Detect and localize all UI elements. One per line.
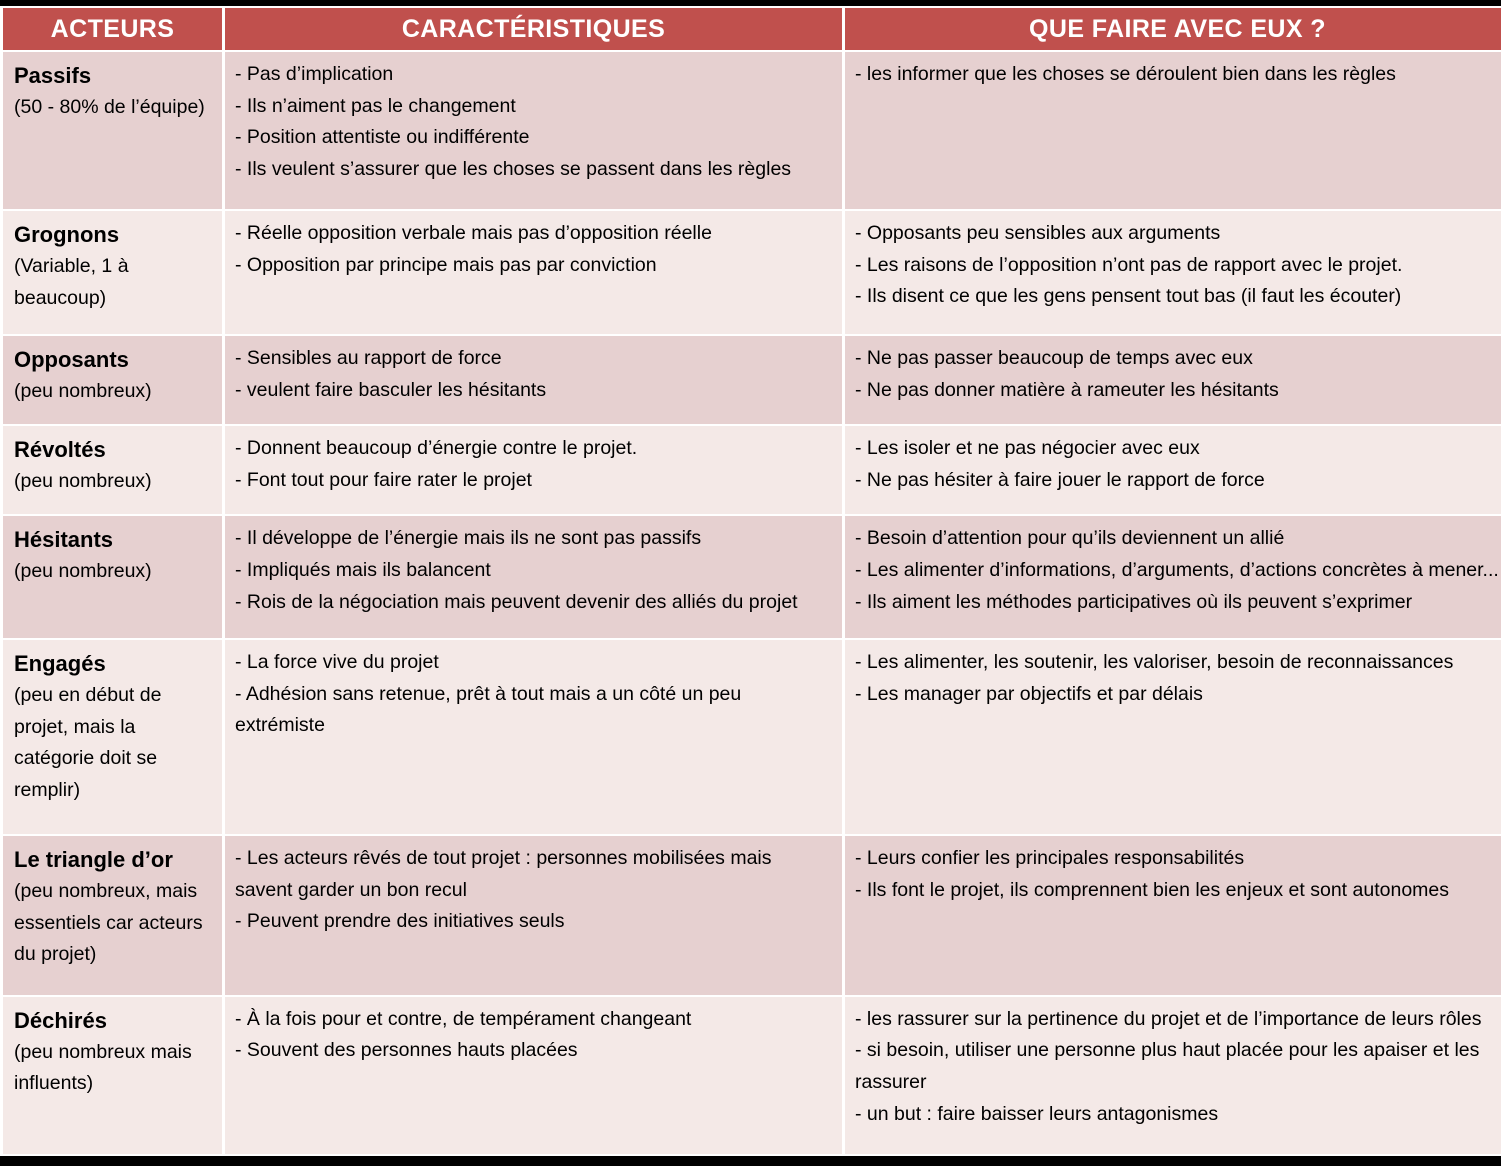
action-item: - Les alimenter, les soutenir, les valoriser, besoin de reconnaissances: [855, 651, 1454, 674]
actions-cell: [845, 336, 1501, 424]
characteristics-list: [235, 1004, 833, 1067]
actions-list: [855, 1004, 1501, 1130]
action-item: - Opposants peu sensibles aux arguments: [855, 222, 1221, 245]
action-item: - Les alimenter d’informations, d’arguments, d’actions concrètes à mener...: [855, 558, 1499, 581]
actor-cell: [3, 426, 222, 514]
actor-name: Passifs: [14, 63, 92, 88]
actor-subtitle: (peu nombreux): [14, 380, 152, 403]
characteristic-item: - Impliqués mais ils balancent: [235, 558, 491, 581]
characteristic-item: - Peuvent prendre des initiatives seuls: [235, 910, 565, 933]
characteristics-list: [235, 843, 833, 938]
actor-name: Révoltés: [14, 437, 106, 463]
characteristic-item: - Souvent des personnes hauts placées: [235, 1039, 578, 1062]
action-item: - Ils font le projet, ils comprennent bien les enjeux et sont autonomes: [855, 878, 1449, 901]
characteristic-item: - Adhésion sans retenue, prêt à tout mais a un côté un peu extrémiste: [235, 682, 742, 737]
actor-cell: [3, 336, 222, 424]
actor-cell: [3, 516, 222, 638]
action-item: - Les raisons de l’opposition n’ont pas de rapport avec le projet.: [855, 253, 1403, 276]
characteristic-item: - La force vive du projet: [235, 651, 439, 674]
actions-cell: [845, 516, 1501, 638]
action-item: - les rassurer sur la pertinence du projet et de l’importance de leurs rôles: [855, 1007, 1482, 1030]
action-item: - les informer que les choses se déroulent bien dans les règles: [855, 63, 1396, 85]
table-header: [3, 8, 1501, 50]
table-row: [3, 997, 1501, 1154]
actor-cell: [3, 836, 222, 995]
characteristics-list: [235, 343, 833, 406]
characteristics-cell: [225, 211, 842, 334]
column-header-que-faire: QUE FAIRE AVEC EUX ?: [845, 8, 1501, 50]
characteristics-cell: [225, 52, 842, 209]
actor-cell: [3, 997, 222, 1154]
action-item: - Les isoler et ne pas négocier avec eux: [855, 437, 1200, 460]
actions-cell: [845, 836, 1501, 995]
actor-subtitle: (Variable, 1 à beaucoup): [14, 255, 129, 309]
characteristic-item: - À la fois pour et contre, de tempérament changeant: [235, 1007, 692, 1030]
characteristic-item: - Les acteurs rêvés de tout projet : personnes mobilisées mais savent garder un bon recul: [235, 847, 772, 901]
column-header-caracteristiques: CARACTÉRISTIQUES: [225, 8, 842, 50]
characteristic-item: - Réelle opposition verbale mais pas d’opposition réelle: [235, 222, 712, 245]
actor-cell: [3, 52, 222, 209]
action-item: - Ils aiment les méthodes participatives où ils peuvent s’exprimer: [855, 590, 1413, 613]
characteristic-item: - Rois de la négociation mais peuvent devenir des alliés du projet: [235, 590, 798, 613]
actions-list: [855, 59, 1501, 91]
actions-cell: [845, 640, 1501, 834]
actor-subtitle: (peu nombreux): [14, 560, 152, 583]
characteristic-item: - Pas d’implication: [235, 63, 394, 85]
table-row: [3, 52, 1501, 209]
action-item: - Ne pas hésiter à faire jouer le rapport de force: [855, 468, 1265, 491]
actions-list: [855, 523, 1501, 618]
actor-name: Grognons: [14, 222, 120, 248]
actor-name: Engagés: [14, 651, 106, 677]
table-row: [3, 336, 1501, 424]
table-row: [3, 836, 1501, 995]
actions-cell: [845, 211, 1501, 334]
actions-list: [855, 218, 1501, 313]
characteristic-item: - Font tout pour faire rater le projet: [235, 468, 532, 491]
table-header-row: [3, 8, 1501, 50]
action-item: - Ils disent ce que les gens pensent tout bas (il faut les écouter): [855, 285, 1402, 308]
action-item: - si besoin, utiliser une personne plus haut placée pour les apaiser et les rassurer: [855, 1039, 1480, 1093]
characteristic-item: - Donnent beaucoup d’énergie contre le projet.: [235, 437, 638, 460]
characteristic-item: - Sensibles au rapport de force: [235, 347, 502, 370]
action-item: - Besoin d’attention pour qu’ils deviennent un allié: [855, 527, 1285, 550]
action-item: - Leurs confier les principales responsabilités: [855, 847, 1245, 870]
characteristics-list: [235, 647, 833, 742]
actor-subtitle: (peu nombreux, mais essentiels car acteurs du projet): [14, 880, 203, 966]
actions-cell: [845, 426, 1501, 514]
column-header-acteurs: ACTEURS: [3, 8, 222, 50]
characteristic-item: - Position attentiste ou indifférente: [235, 126, 530, 149]
actions-cell: [845, 52, 1501, 209]
characteristics-cell: [225, 516, 842, 638]
characteristics-cell: [225, 836, 842, 995]
characteristics-cell: [225, 640, 842, 834]
characteristics-list: [235, 523, 833, 618]
characteristics-cell: [225, 997, 842, 1154]
actions-list: [855, 433, 1501, 496]
characteristic-item: - Il développe de l’énergie mais ils ne sont pas passifs: [235, 527, 702, 550]
characteristics-cell: [225, 336, 842, 424]
table-row: [3, 426, 1501, 514]
actor-name: Hésitants: [14, 527, 114, 553]
table-row: [3, 516, 1501, 638]
actor-subtitle: (peu en début de projet, mais la catégorie doit se remplir): [14, 684, 162, 801]
table-row: [3, 211, 1501, 334]
characteristics-list: [235, 59, 833, 185]
actor-name: Opposants: [14, 347, 129, 373]
actor-cell: [3, 211, 222, 334]
characteristic-item: - Ils veulent s’assurer que les choses se passent dans les règles: [235, 157, 792, 180]
actors-table: [0, 6, 1501, 1156]
action-item: - Ne pas donner matière à rameuter les hésitants: [855, 379, 1279, 401]
characteristics-list: [235, 218, 833, 281]
bottom-frame-bar: [0, 1156, 1501, 1166]
actions-cell: [845, 997, 1501, 1154]
actor-name: Le triangle d’or: [14, 847, 173, 873]
actor-subtitle: (50 - 80% de l’équipe): [14, 96, 205, 118]
actor-subtitle: (peu nombreux mais influents): [14, 1040, 192, 1095]
action-item: - Les manager par objectifs et par délais: [855, 682, 1203, 705]
actor-name: Déchirés: [14, 1007, 107, 1033]
characteristic-item: - Ils n’aiment pas le changement: [235, 94, 516, 117]
action-item: - un but : faire baisser leurs antagonismes: [855, 1102, 1219, 1125]
characteristics-cell: [225, 426, 842, 514]
actor-cell: [3, 640, 222, 834]
actions-list: [855, 647, 1501, 710]
table-row: [3, 640, 1501, 834]
characteristics-list: [235, 433, 833, 496]
actions-list: [855, 343, 1501, 406]
action-item: - Ne pas passer beaucoup de temps avec eux: [855, 347, 1253, 370]
actor-subtitle: (peu nombreux): [14, 470, 152, 493]
table-body: [3, 52, 1501, 1154]
actions-list: [855, 843, 1501, 906]
characteristic-item: - Opposition par principe mais pas par conviction: [235, 253, 657, 276]
characteristic-item: - veulent faire basculer les hésitants: [235, 379, 547, 401]
